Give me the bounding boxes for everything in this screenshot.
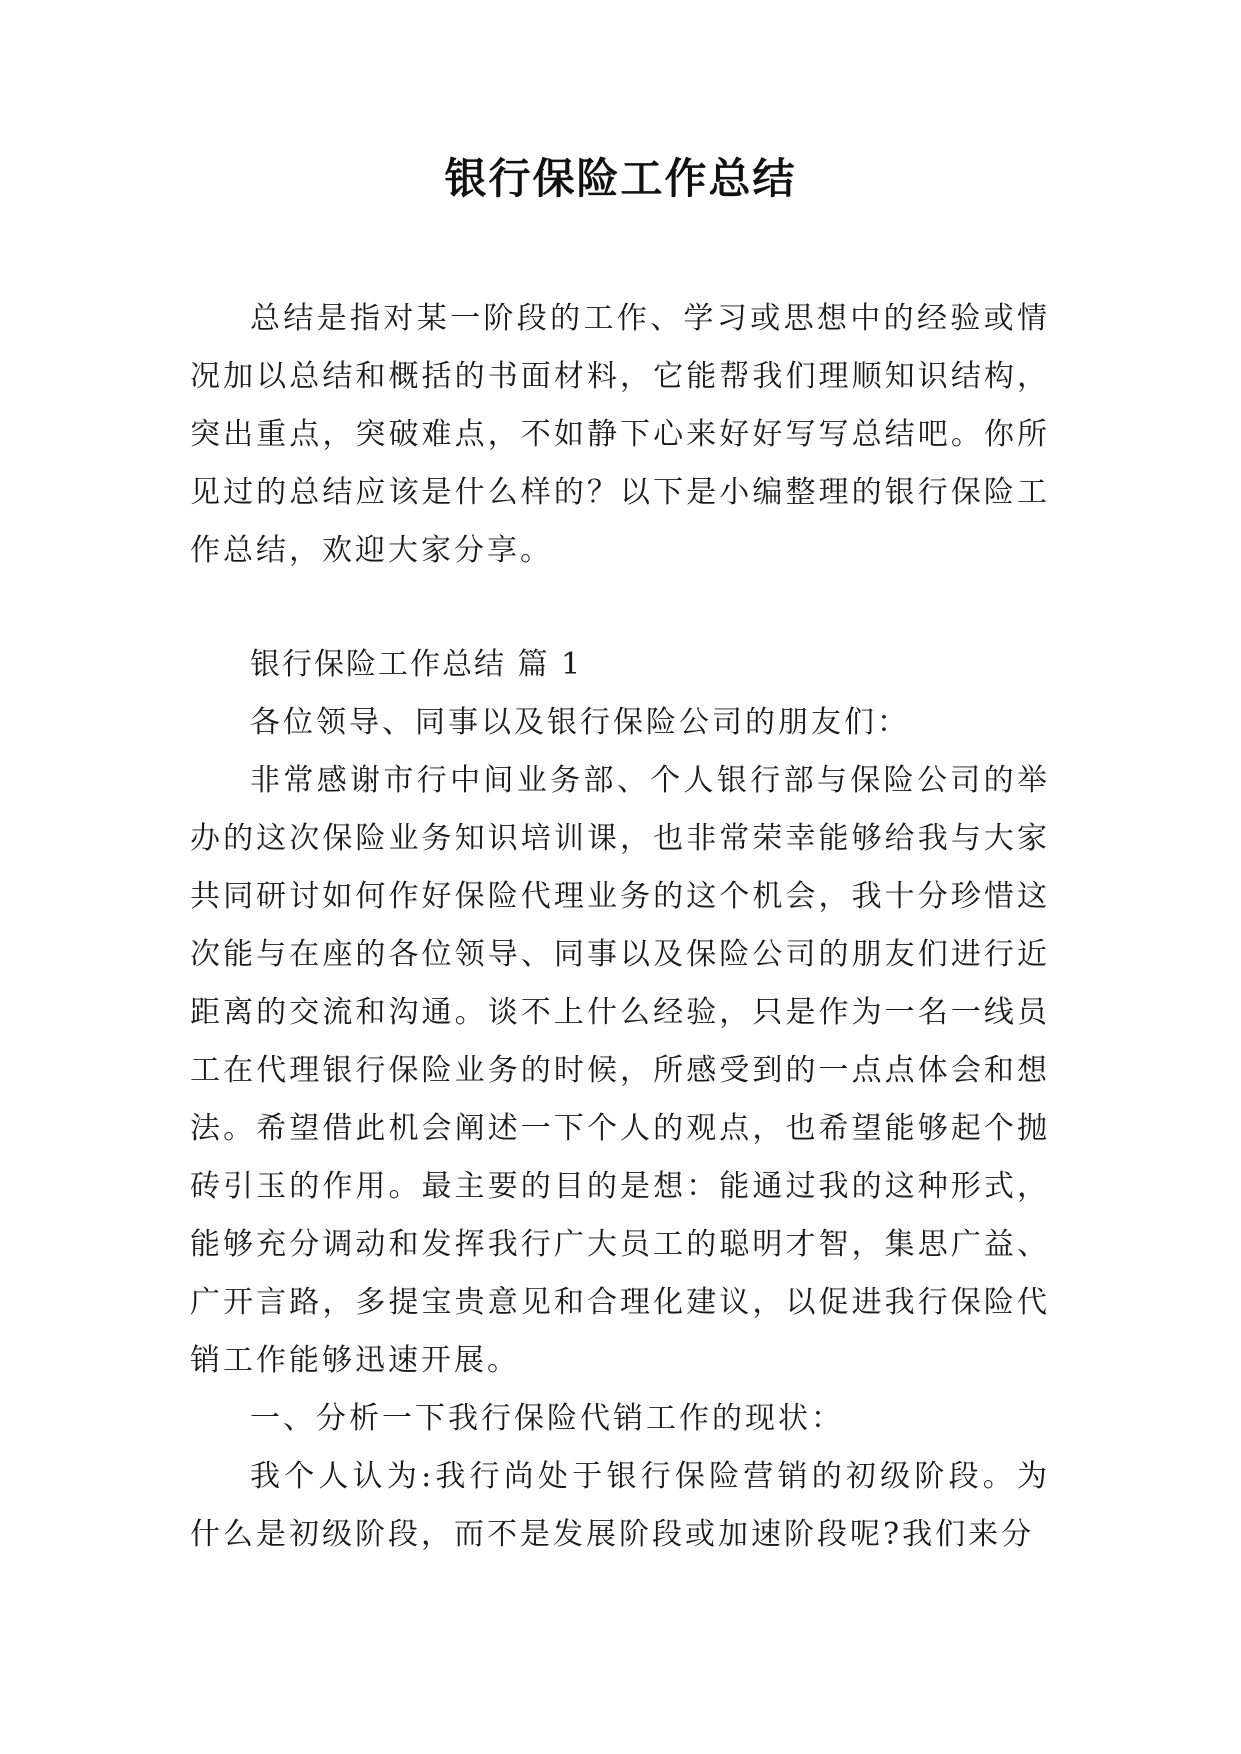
- body-paragraph-2: 我个人认为:我行尚处于银行保险营销的初级阶段。为什么是初级阶段，而不是发展阶段或加速阶段呢?我们来分: [190, 1459, 1050, 1552]
- page-title: 银行保险工作总结: [444, 154, 797, 203]
- subheading-1: 一、分析一下我行保险代销工作的现状：: [250, 1401, 844, 1436]
- salutation: 各位领导、同事以及银行保险公司的朋友们：: [250, 705, 910, 740]
- section-heading: 银行保险工作总结 篇 1: [250, 647, 583, 682]
- intro-paragraph: 总结是指对某一阶段的工作、学习或思想中的经验或情况加以总结和概括的书面材料，它能帮我们理顺知识结构，突出重点，突破难点，不如静下心来好好写写总结吧。你所见过的总结应该是什么样的？以下是小编整理的银行保险工作总结，欢迎大家分享。: [190, 301, 1050, 568]
- section-spacer: [190, 580, 1050, 636]
- body-paragraph-1: 非常感谢市行中间业务部、个人银行部与保险公司的举办的这次保险业务知识培训课，也非常荣幸能够给我与大家共同研讨如何作好保险代理业务的这个机会，我十分珍惜这次能与在座的各位领导、同事以及保险公司的朋友们进行近距离的交流和沟通。谈不上什么经验，只是作为一名一线员工在代理银行保险业务的时候，所感受到的一点点体会和想法。希望借此机会阐述一下个人的观点，也希望能够起个抛砖引玉的作用。最主要的目的是想：能通过我的这种形式，能够充分调动和发挥我行广大员工的聪明才智，集思广益、广开言路，多提宝贵意见和合理化建议，以促进我行保险代销工作能够迅速开展。: [190, 763, 1050, 1378]
- document-body: [190, 290, 1050, 1564]
